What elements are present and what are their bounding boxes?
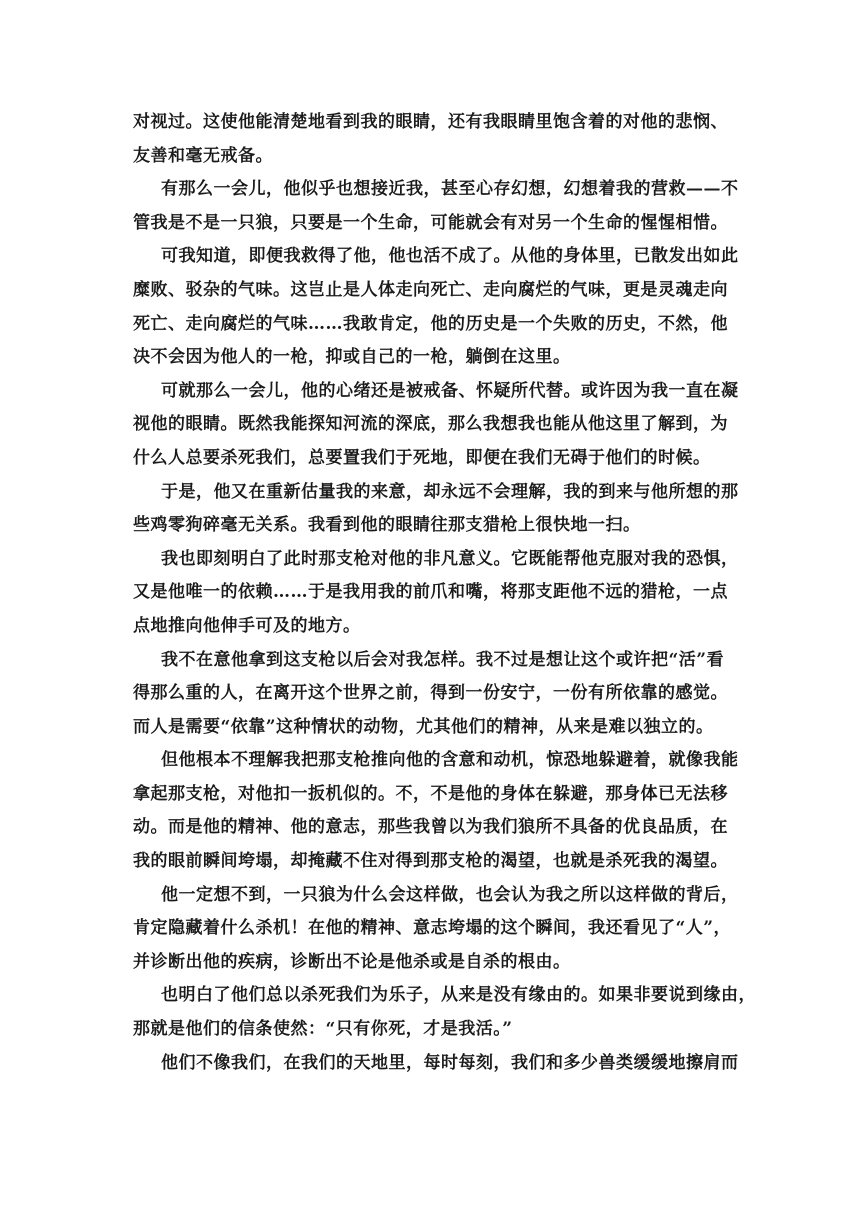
paragraph-first-line: 可就那么一会儿，他的心绪还是被戒备、怀疑所代替。或许因为我一直在凝: [161, 380, 739, 401]
paragraph-line: 动。而是他的精神、他的意志，那些我曾以为我们狼所不具备的优良品质，在: [133, 817, 728, 838]
paragraph-first-line: 他一定想不到，一只狼为什么会这样做，也会认为我之所以这样做的背后，: [161, 884, 739, 905]
paragraph-line: 拿起那支枪，对他扣一扳机似的。不，不是他的身体在躲避，那身体已无法移: [133, 783, 728, 804]
paragraph-line: 又是他唯一的依赖……于是我用我的前爪和嘴，将那支距他不远的猎枪，一点: [133, 582, 728, 603]
paragraph-line: 我的眼前瞬间垮塌，却掩藏不住对得到那支枪的渴望，也就是杀死我的渴望。: [133, 851, 728, 872]
paragraph-line: 决不会因为他人的一枪，抑或自己的一枪，躺倒在这里。: [133, 347, 571, 368]
paragraph-line: 肯定隐藏着什么杀机！在他的精神、意志垮塌的这个瞬间，我还看见了“人”，: [133, 918, 732, 939]
paragraph-line: 并诊断出他的疾病，诊断出不论是他杀或是自杀的根由。: [133, 951, 571, 972]
paragraph-line: 点地推向他伸手可及的地方。: [133, 615, 361, 636]
paragraph-line: 些鸡零狗碎毫无关系。我看到他的眼睛往那支猎枪上很快地一扫。: [133, 515, 641, 536]
paragraph-line: 那就是他们的信条使然：“只有你死，才是我活。”: [133, 1019, 513, 1040]
paragraph-first-line: 有那么一会儿，他似乎也想接近我，甚至心存幻想，幻想着我的营救——不: [161, 179, 739, 200]
paragraph-first-line: 也明白了他们总以杀死我们为乐子，从来是没有缘由的。如果非要说到缘由，: [161, 985, 756, 1006]
paragraph-line: 糜败、驳杂的气味。这岂止是人体走向死亡、走向腐烂的气味，更是灵魂走向: [133, 279, 728, 300]
paragraph-first-line: 他们不像我们，在我们的天地里，每时每刻，我们和多少兽类缓缓地擦肩而: [161, 1052, 739, 1073]
paragraph-first-line: 可我知道，即便我救得了他，他也活不成了。从他的身体里，已散发出如此: [161, 246, 739, 267]
paragraph-line: 得那么重的人，在离开这个世界之前，得到一份安宁，一份有所依靠的感觉。: [133, 683, 728, 704]
paragraph-first-line: 但他根本不理解我把那支枪推向他的含意和动机，惊恐地躲避着，就像我能: [161, 750, 739, 771]
paragraph-line: 而人是需要“依靠”这种情状的动物，尤其他们的精神，从来是难以独立的。: [133, 716, 714, 737]
paragraph-line: 视他的眼睛。既然我能探知河流的深底，那么我想我也能从他这里了解到，为: [133, 414, 728, 435]
paragraph-line: 友善和毫无戒备。: [133, 145, 273, 166]
paragraph-line: 死亡、走向腐烂的气味……我敢肯定，他的历史是一个失败的历史，不然，他: [133, 313, 728, 334]
paragraph-line: 什么人总要杀死我们，总要置我们于死地，即便在我们无碍于他们的时候。: [133, 447, 711, 468]
paragraph-first-line: 我不在意他拿到这支枪以后会对我怎样。我不过是想让这个或许把“活”看: [161, 649, 725, 670]
body-text: [133, 106, 756, 1080]
paragraph-first-line: 于是，他又在重新估量我的来意，却永远不会理解，我的到来与他所想的那: [161, 481, 739, 502]
paragraph-line: 对视过。这使他能清楚地看到我的眼睛，还有我眼睛里饱含着的对他的悲悯、: [133, 112, 728, 132]
paragraph-line: 管我是不是一只狼，只要是一个生命，可能就会有对另一个生命的惺惺相惜。: [133, 212, 728, 233]
paragraph-first-line: 我也即刻明白了此时那支枪对他的非凡意义。它既能帮他克服对我的恐惧，: [161, 548, 739, 569]
